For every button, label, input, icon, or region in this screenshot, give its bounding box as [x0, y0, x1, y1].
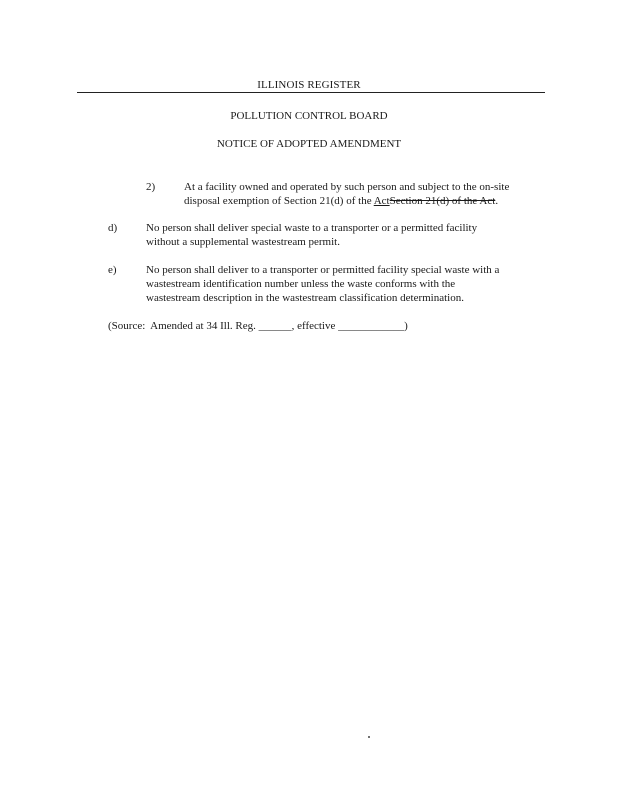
item-e-line1: No person shall deliver to a transporter or permitted facility special waste with a: [146, 264, 500, 276]
item-d-line1: No person shall deliver special waste to a transporter or a permitted facility: [146, 222, 478, 234]
item-e-line2: wastestream identification number unless the waste conforms with the: [146, 278, 456, 290]
item-d-line2: without a supplemental wastestream permit.: [146, 236, 340, 248]
item-2-line1: At a facility owned and operated by such person and subject to the on-site: [184, 181, 510, 193]
item-d-number: d): [108, 222, 118, 234]
item-e-number: e): [108, 264, 117, 276]
board-title: POLLUTION CONTROL BOARD: [230, 110, 388, 122]
inserted-text: Act: [373, 195, 390, 207]
deleted-text: Section 21(d) of the Act: [389, 195, 496, 207]
item-e-line3: wastestream description in the wastestream classification determination.: [146, 292, 464, 304]
item-2-line2: [184, 195, 544, 209]
header-rule: [77, 92, 545, 93]
item-2-line2-text: disposal exemption of Section 21(d) of the: [184, 195, 374, 207]
source-note: (Source: Amended at 34 Ill. Reg. ______, effective ____________): [108, 320, 408, 332]
item-2-line2-end: .: [495, 195, 499, 207]
register-title: ILLINOIS REGISTER: [257, 79, 361, 91]
notice-title: NOTICE OF ADOPTED AMENDMENT: [216, 138, 402, 150]
page-mark: [368, 736, 370, 738]
item-2-number: 2): [146, 181, 156, 193]
